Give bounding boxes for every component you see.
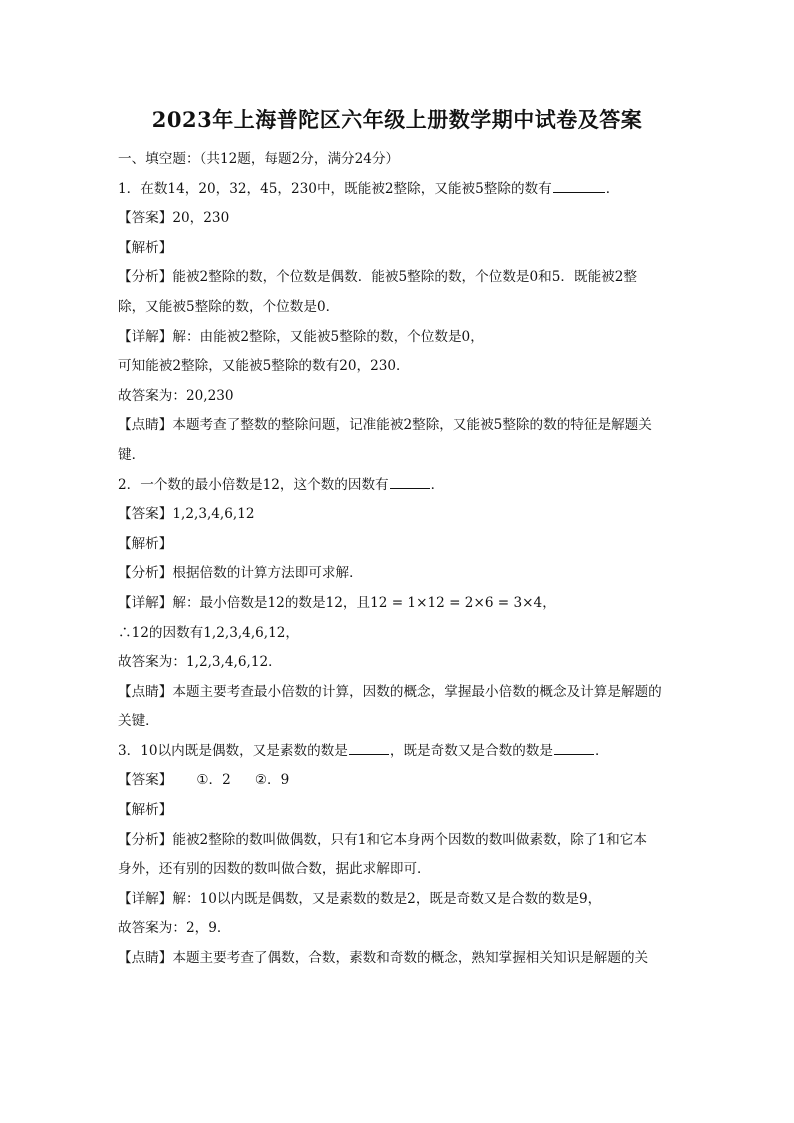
question-stem-text: 1．在数14，20，32，45，230中，既能被2整除，又能被5整除的数有: [118, 180, 552, 197]
question-stem-text: ，既是奇数又是合数的数是: [389, 742, 553, 759]
section-header: 一、填空题：（共12题，每题2分，满分24分）: [118, 151, 400, 167]
question-1-comment-line: 【点睛】本题考查了整数的整除问题，记准能被2整除，又能被5整除的数的特征是解题关: [118, 417, 652, 434]
question-2-comment-line: 【点睛】本题主要考查最小倍数的计算，因数的概念，掌握最小倍数的概念及计算是解题的: [118, 683, 662, 700]
question-2-answer: 【答案】1,2,3,4,6,12: [118, 506, 255, 523]
answer-blank: [349, 740, 389, 755]
document-body: [118, 145, 678, 974]
question-2-comment-line: 关键．: [118, 713, 159, 730]
question-3-detail-line: 【详解】解：10以内既是偶数，又是素数的数是2，既是奇数又是合数的数是9，: [118, 890, 602, 907]
question-3-analysis-line: 身外，还有别的因数的数叫做合数，据此求解即可．: [118, 861, 431, 878]
answer-item: ①．2: [196, 772, 231, 789]
answer-blank: [554, 740, 594, 755]
question-3-answer: [118, 766, 678, 796]
document-title: 2023年上海普陀区六年级上册数学期中试卷及答案: [151, 107, 643, 132]
answer-label: 【答案】: [118, 772, 173, 789]
question-2-detail-line: ∴12的因数有1,2,3,4,6,12，: [118, 624, 300, 641]
stem-end: ．: [430, 476, 445, 493]
answer-item: ②．9: [254, 772, 290, 789]
stem-end: ．: [605, 180, 620, 197]
question-1-analysis-line: 【分析】能被2整除的数，个位数是偶数．能被5整除的数，个位数是0和5．既能被2整: [118, 269, 638, 286]
question-1-comment-line: 键．: [118, 446, 146, 463]
question-1-stem: [118, 175, 678, 205]
question-1-answer: 【答案】20，230: [118, 210, 230, 227]
question-1-detail-line: 可知能被2整除，又能被5整除的数有20，230．: [118, 358, 410, 375]
question-1-analysis-label: 【解析】: [118, 239, 173, 256]
question-2-stem: [118, 471, 678, 501]
question-2-detail-line: 【详解】解：最小倍数是12的数是12，且12 = 1×12 = 2×6 = 3×4，: [118, 594, 556, 611]
question-1-detail-line: 故答案为：20,230: [118, 387, 234, 404]
question-3-analysis-line: 【分析】能被2整除的数叫做偶数，只有1和它本身两个因数的数叫做素数，除了1和它本: [118, 831, 647, 848]
question-2-detail-line: 故答案为：1,2,3,4,6,12．: [118, 654, 282, 671]
question-3-comment-line: 【点睛】本题主要考查了偶数，合数，素数和奇数的概念，熟知掌握相关知识是解题的关: [118, 950, 649, 967]
question-1-detail-line: 【详解】解：由能被2整除，又能被5整除的数，个位数是0，: [118, 328, 484, 345]
question-2-analysis-line: 【分析】根据倍数的计算方法即可求解．: [118, 565, 363, 582]
question-stem-text: 3．10以内既是偶数，又是素数的数是: [118, 742, 348, 759]
question-3-detail-line: 故答案为：2，9．: [118, 920, 231, 937]
question-3-analysis-label: 【解析】: [118, 802, 173, 819]
question-stem-text: 2．一个数的最小倍数是12，这个数的因数有: [118, 476, 389, 493]
stem-end: ．: [594, 742, 609, 759]
answer-blank: [390, 474, 430, 489]
question-2-analysis-label: 【解析】: [118, 535, 173, 552]
question-1-analysis-line: 除，又能被5整除的数，个位数是0．: [118, 298, 340, 315]
answer-blank: [553, 178, 605, 193]
question-3-stem: [118, 737, 678, 767]
